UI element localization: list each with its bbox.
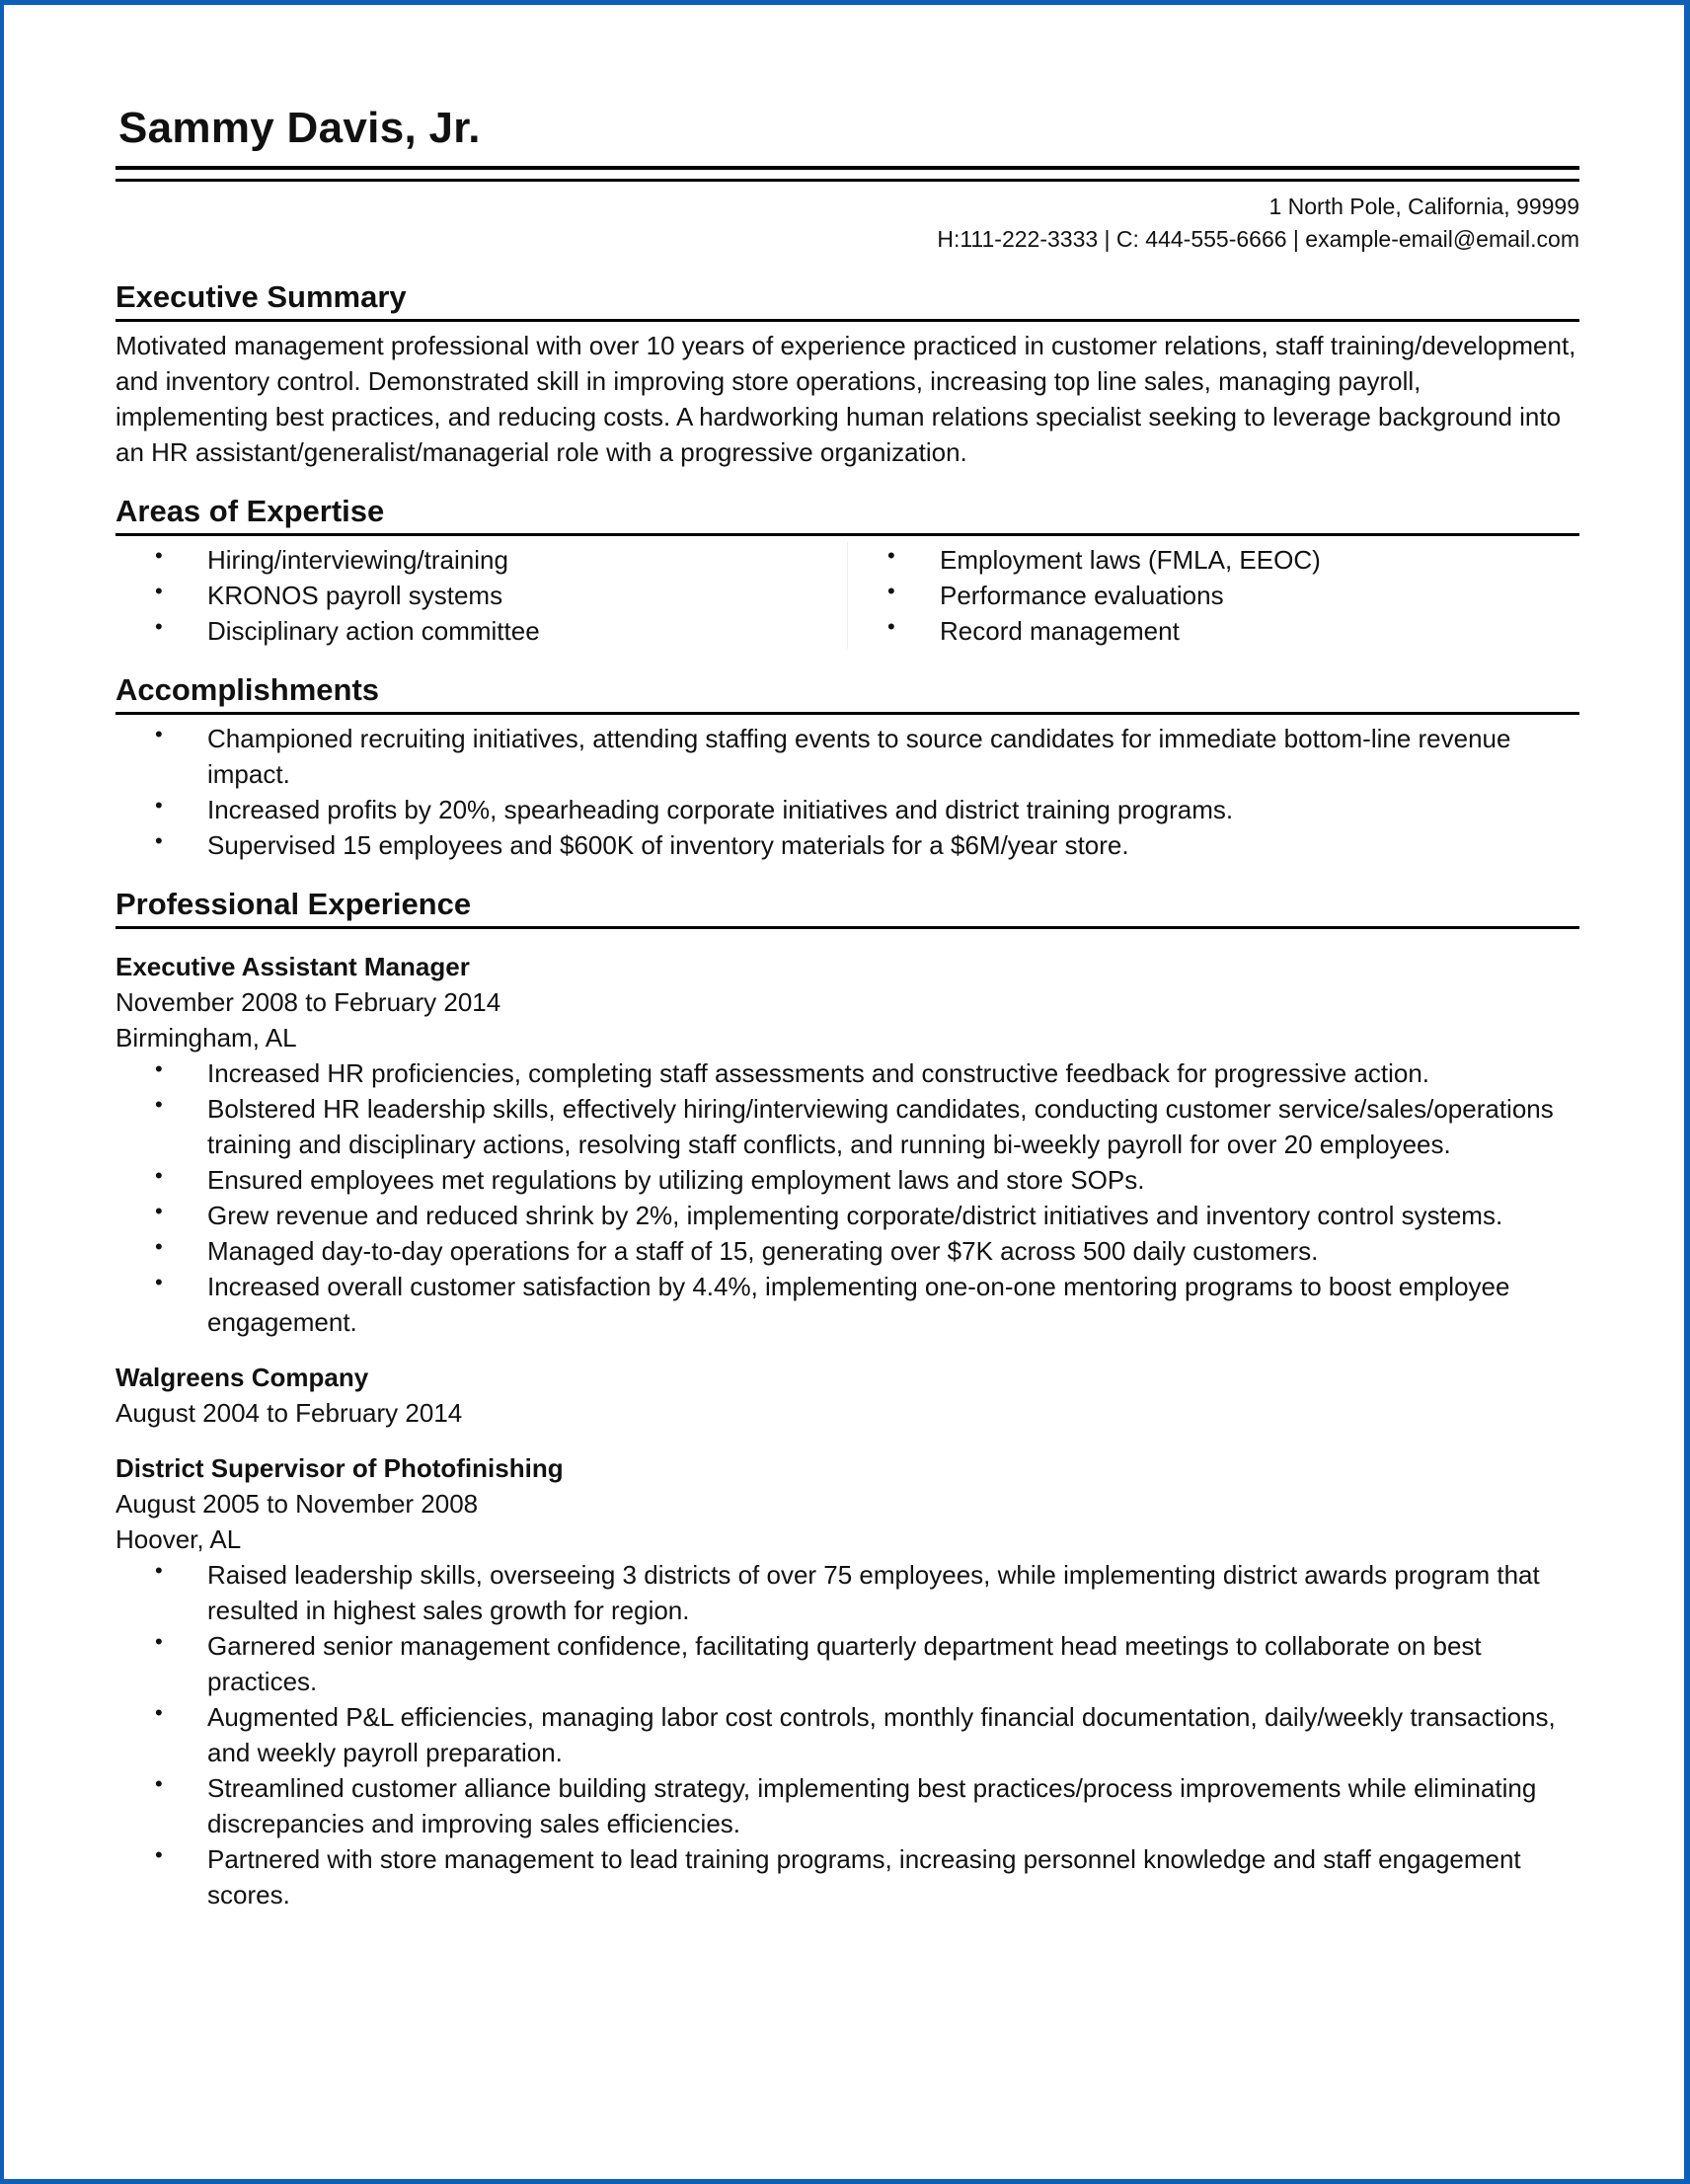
list-item — [115, 1557, 1579, 1628]
bullet-icon: • — [155, 1270, 163, 1294]
list-item-text: Disciplinary action committee — [207, 616, 540, 646]
bullet-icon: • — [155, 579, 163, 603]
section-expertise — [115, 494, 1579, 649]
bullet-icon: • — [155, 614, 163, 639]
list-item — [115, 1055, 1579, 1091]
address: 1 North Pole, California, 99999 — [1268, 194, 1579, 219]
section-executive-summary — [115, 279, 1579, 470]
bullet-icon: • — [155, 793, 163, 818]
bullet-icon: • — [155, 543, 163, 568]
list-item — [115, 1269, 1579, 1340]
list-item-text: Raised leadership skills, overseeing 3 districts of over 75 employees, while implementing district awards program that resulted in highest sales growth for region. — [207, 1560, 1540, 1625]
bullet-icon: • — [155, 1700, 163, 1725]
list-item-text: Streamlined customer alliance building strategy, implementing best practices/process improvements while eliminating discrepancies and improving sales efficiencies. — [207, 1773, 1537, 1838]
section-heading: Executive Summary — [115, 279, 1579, 322]
list-item-text: Increased profits by 20%, spearheading corporate initiatives and district training programs. — [207, 795, 1234, 824]
list-item — [115, 1162, 1579, 1198]
list-item-text: Ensured employees met regulations by utilizing employment laws and store SOPs. — [207, 1165, 1145, 1195]
header-rule-thin — [115, 179, 1579, 182]
list-item-text: Partnered with store management to lead training programs, increasing personnel knowledge and staff engagement scores. — [207, 1844, 1521, 1910]
bullet-icon: • — [155, 1092, 163, 1117]
list-item-text: Performance evaluations — [940, 581, 1224, 610]
list-item-text: Managed day-to-day operations for a staff of 15, generating over $7K across 500 daily customers. — [207, 1236, 1319, 1266]
bullet-icon: • — [155, 1056, 163, 1081]
list-item — [115, 1198, 1579, 1233]
bullet-icon: • — [887, 579, 895, 603]
list-item — [115, 578, 847, 613]
bullet-icon: • — [887, 543, 895, 568]
contact-block — [937, 191, 1579, 256]
list-item-text: Grew revenue and reduced shrink by 2%, implementing corporate/district initiatives and inventory control systems. — [207, 1201, 1503, 1230]
section-heading: Professional Experience — [115, 887, 1579, 929]
job-location: Birmingham, AL — [115, 1023, 297, 1053]
bullet-icon: • — [155, 1842, 163, 1867]
job-dates: November 2008 to February 2014 — [115, 987, 501, 1017]
list-item — [115, 1628, 1579, 1699]
resume-page — [4, 5, 1684, 2179]
bullet-icon: • — [155, 1771, 163, 1796]
company-dates: August 2004 to February 2014 — [115, 1398, 463, 1428]
list-item — [848, 613, 1579, 649]
section-heading: Accomplishments — [115, 672, 1579, 715]
list-item — [115, 542, 847, 578]
list-item-text: Championed recruiting initiatives, attending staffing events to source candidates for immediate bottom-line revenue impact. — [207, 724, 1511, 789]
section-accomplishments — [115, 672, 1579, 863]
job-title: District Supervisor of Photofinishing — [115, 1453, 564, 1483]
list-item — [848, 542, 1579, 578]
bullet-icon: • — [155, 1163, 163, 1188]
summary-text: Motivated management professional with over 10 years of experience practiced in customer relations, staff training/development, and inventory control. Demonstrated skill in improving store operations, increasing top line sales, managing payroll, implementing best practices, and reducing costs. A hardworking human relations specialist seeking to leverage background into an HR assistant/generalist/managerial role with a progressive organization. — [115, 331, 1576, 467]
list-item — [115, 1233, 1579, 1269]
list-item-text: Increased HR proficiencies, completing staff assessments and constructive feedback for progressive action. — [207, 1058, 1430, 1088]
section-heading: Areas of Expertise — [115, 494, 1579, 536]
list-item — [115, 827, 1579, 863]
bullet-icon: • — [155, 828, 163, 853]
list-item — [115, 721, 1579, 792]
list-item — [115, 613, 847, 649]
list-item-text: Employment laws (FMLA, EEOC) — [940, 545, 1321, 575]
list-item-text: Hiring/interviewing/training — [207, 545, 508, 575]
list-item-text: Increased overall customer satisfaction by 4.4%, implementing one-on-one mentoring programs to boost employee engagement. — [207, 1272, 1510, 1337]
bullet-icon: • — [887, 614, 895, 639]
resume-body — [115, 279, 1579, 1936]
list-item-text: KRONOS payroll systems — [207, 581, 503, 610]
company-name: Walgreens Company — [115, 1363, 369, 1392]
bullet-icon: • — [155, 1629, 163, 1654]
header-rule-thick — [115, 166, 1579, 170]
list-item-text: Augmented P&L efficiencies, managing labor cost controls, monthly financial documentation, daily/weekly transactions, and weekly payroll preparation. — [207, 1702, 1556, 1767]
list-item — [115, 792, 1579, 827]
job-title: Executive Assistant Manager — [115, 952, 470, 981]
list-item — [115, 1091, 1579, 1162]
list-item — [115, 1841, 1579, 1912]
bullet-icon: • — [155, 1199, 163, 1223]
list-item-text: Supervised 15 employees and $600K of inventory materials for a $6M/year store. — [207, 830, 1129, 860]
bullet-icon: • — [155, 1234, 163, 1259]
expertise-left-column — [115, 542, 848, 649]
list-item-text: Garnered senior management confidence, facilitating quarterly department head meetings to collaborate on best practices. — [207, 1631, 1482, 1696]
candidate-name: Sammy Davis, Jr. — [118, 104, 481, 152]
section-experience — [115, 887, 1579, 1912]
list-item — [115, 1699, 1579, 1770]
list-item-text: Record management — [940, 616, 1180, 646]
expertise-right-column — [848, 542, 1579, 649]
job-dates: August 2005 to November 2008 — [115, 1489, 479, 1519]
list-item-text: Bolstered HR leadership skills, effectively hiring/interviewing candidates, conducting customer service/sales/operations training and disciplinary actions, resolving staff conflicts, and running bi-weekly payroll for over 20 employees. — [207, 1094, 1554, 1159]
bullet-icon: • — [155, 722, 163, 746]
job-location: Hoover, AL — [115, 1524, 242, 1554]
phone-email: H:111-222-3333 | C: 444-555-6666 | example-email@email.com — [937, 226, 1579, 252]
list-item — [115, 1770, 1579, 1841]
list-item — [848, 578, 1579, 613]
bullet-icon: • — [155, 1558, 163, 1583]
